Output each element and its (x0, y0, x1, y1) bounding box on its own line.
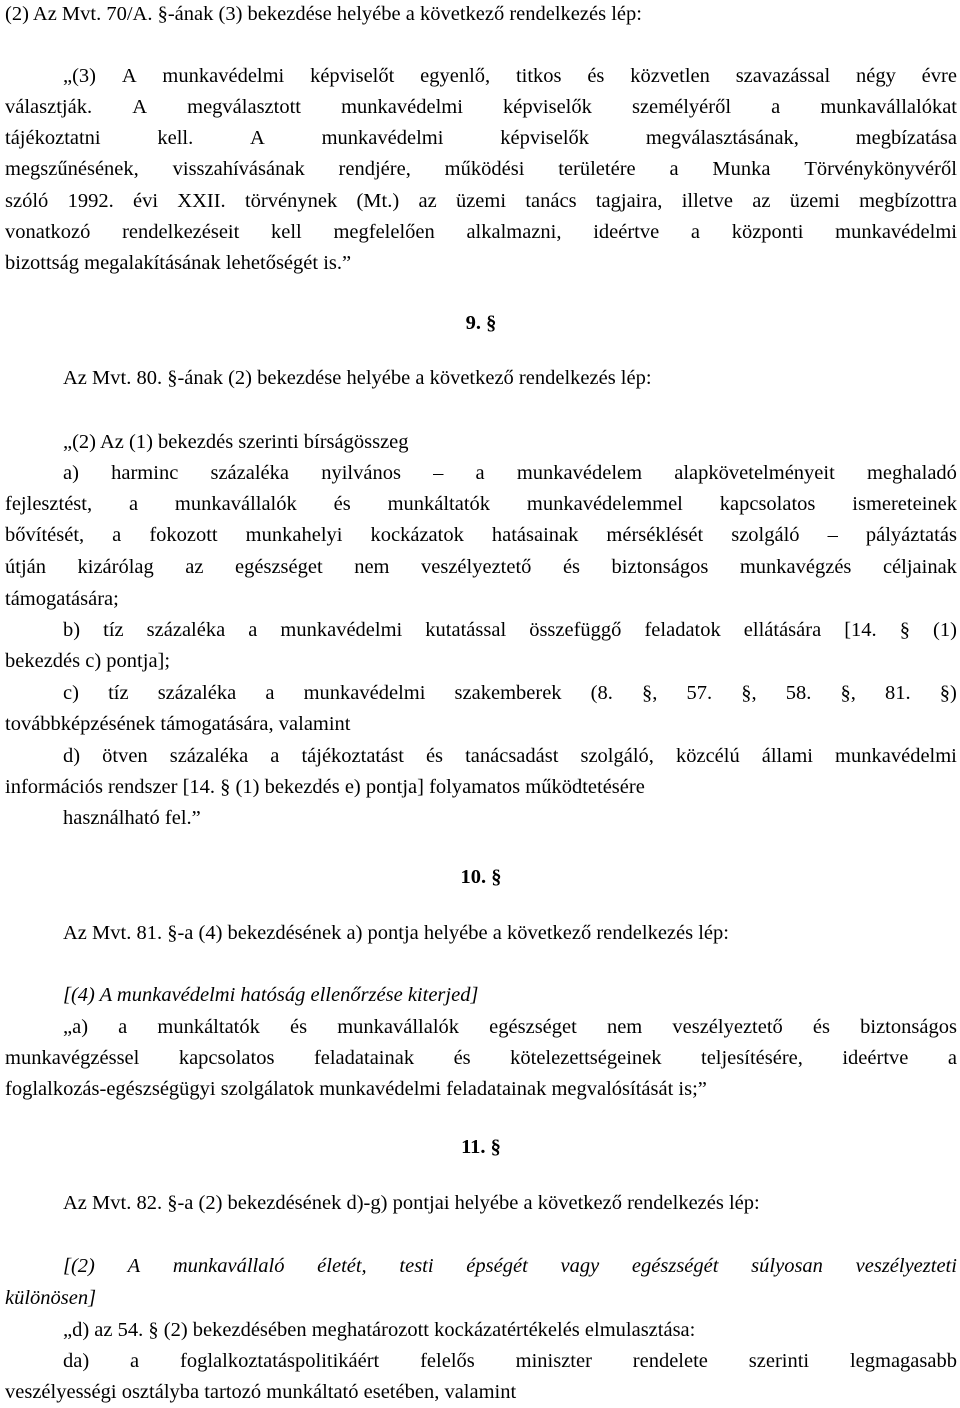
word: hatásainak (491, 524, 579, 546)
word: rendelete (632, 1350, 708, 1372)
word: fokozott (149, 524, 218, 546)
intro-line: (2) Az Mvt. 70/A. §-ának (3) bekezdése helyébe a következő rendelkezés lép: (5, 3, 642, 25)
word: a (248, 619, 258, 641)
word: biztonságos (611, 556, 709, 578)
word: tíz (108, 682, 129, 704)
word: évre (921, 65, 957, 87)
word: feladatok (644, 619, 721, 641)
section-intro: Az Mvt. 81. §-a (4) bekezdésének a) pontja helyébe a következő rendelkezés lép: (63, 922, 729, 944)
word: a (947, 1047, 957, 1069)
word: szolgáló (731, 524, 800, 546)
section-intro: Az Mvt. 80. §-ának (2) bekezdése helyébe a következő rendelkezés lép: (63, 367, 652, 389)
word: 81. (885, 682, 911, 704)
word: felelős (420, 1350, 475, 1372)
word: és (333, 493, 351, 515)
word: illetve (681, 190, 733, 212)
word: megszűnésének, (5, 158, 139, 180)
word: b) (63, 619, 81, 641)
word: 1992. (67, 190, 114, 212)
word: (8. (590, 682, 613, 704)
word: fejlesztést, (5, 493, 93, 515)
word: nyilvános (321, 462, 401, 484)
word: Törvénykönyvéről (804, 158, 957, 180)
word: egészséget (489, 1016, 577, 1038)
section-heading: 10. § (460, 866, 502, 888)
word: és (290, 1016, 308, 1038)
word: teljesítésére, (701, 1047, 803, 1069)
word: alkalmazni, (466, 221, 562, 243)
word: tájékoztatást (301, 745, 404, 767)
word: munkavállalókat (820, 96, 957, 118)
word: megfelelően (333, 221, 435, 243)
word: a) (63, 462, 79, 484)
word: a (669, 158, 679, 180)
word: megválasztásának, (645, 127, 799, 149)
word: megbízottra (859, 190, 957, 212)
item-line: bekezdés c) pontja]; (5, 650, 171, 672)
word: az (418, 190, 437, 212)
item-line: használható fel.” (63, 807, 201, 829)
word: tíz (103, 619, 124, 641)
word: biztonságos (860, 1016, 957, 1038)
word: állami (761, 745, 813, 767)
word: XXII. (177, 190, 226, 212)
context-line: [(4) A munkavédelmi hatóság ellenőrzése kiterjed] (63, 984, 479, 1006)
word: tanácsadást (465, 745, 559, 767)
word: kizárólag (77, 556, 154, 578)
item-line: veszélyességi osztályba tartozó munkáltató esetében, valamint (5, 1381, 517, 1403)
word: mérséklését (606, 524, 704, 546)
item-line (63, 681, 957, 705)
word: a (130, 1350, 140, 1372)
word: megválasztott (187, 96, 301, 118)
word: választják. (5, 96, 93, 118)
context-line (63, 1254, 957, 1278)
word: évi (132, 190, 159, 212)
word: munkavédelemmel (526, 493, 683, 515)
word: §, (642, 682, 658, 704)
word: üzemi (455, 190, 507, 212)
word: – (827, 524, 838, 546)
word: ideértve (593, 221, 660, 243)
word: százaléka (169, 745, 249, 767)
word: tájékoztatni (5, 127, 101, 149)
word: és (562, 556, 581, 578)
word: nem (354, 556, 390, 578)
word: „a) (63, 1016, 89, 1038)
word: Munka (712, 158, 771, 180)
word: törvénynek (244, 190, 338, 212)
word: veszélyeztető (421, 556, 532, 578)
word: 58. (785, 682, 812, 704)
word: munkavédelmi (280, 619, 403, 641)
word: a (690, 221, 701, 243)
word: munkavédelem (516, 462, 643, 484)
word: a (128, 493, 139, 515)
word: szakemberek (454, 682, 562, 704)
word: a (771, 96, 781, 118)
word: ellátására (743, 619, 822, 641)
word: kötelezettségeinek (510, 1047, 662, 1069)
word: képviselők (503, 96, 592, 118)
word: képviselőt (310, 65, 395, 87)
word: pályáztatás (865, 524, 957, 546)
word: rendelkezéseit (122, 221, 240, 243)
paragraph-line (5, 220, 957, 244)
word: életét, (317, 1255, 367, 1277)
word: munkahelyi (245, 524, 343, 546)
paragraph-line (5, 189, 957, 213)
item-line (63, 461, 957, 485)
item-line (5, 523, 957, 547)
word: munkavédelmi (835, 745, 957, 767)
word: közcélú (675, 745, 740, 767)
word: a (118, 1016, 128, 1038)
word: üzemi (789, 190, 840, 212)
word: ötven (102, 745, 148, 767)
word: d) (63, 745, 81, 767)
item-line (5, 1046, 957, 1070)
word: egészséget (235, 556, 323, 578)
word: [14. (844, 619, 877, 641)
word: c) (63, 682, 79, 704)
word: miniszter (515, 1350, 592, 1372)
word: területére (558, 158, 636, 180)
item-line (63, 618, 957, 642)
word: veszélyezteti (855, 1255, 957, 1277)
item-line (5, 492, 957, 516)
word: kapcsolatos (178, 1047, 275, 1069)
word: munkavédelmi (303, 682, 426, 704)
item-line: foglalkozás-egészségügyi szolgálatok munkavédelmi feladatainak megvalósítását is;” (5, 1078, 707, 1100)
word: vonatkozó (5, 221, 91, 243)
item-line (5, 555, 957, 579)
word: alapkövetelményeit (674, 462, 835, 484)
word: kockázatok (370, 524, 464, 546)
word: és (812, 1016, 830, 1038)
word: A (127, 1255, 141, 1277)
item-line: támogatására; (5, 588, 119, 610)
word: szóló (5, 190, 49, 212)
word: százaléka (157, 682, 237, 704)
word: és (587, 65, 605, 87)
word: a (265, 682, 275, 704)
word: „(3) (63, 65, 97, 87)
paragraph-line (63, 64, 957, 88)
section-heading: 9. § (465, 312, 497, 334)
word: négy (855, 65, 896, 87)
word: az (752, 190, 771, 212)
item-line (63, 1015, 957, 1039)
item-line: „d) az 54. § (2) bekezdésében meghatározott kockázatértékelés elmulasztása: (63, 1319, 696, 1341)
word: kell. (157, 127, 194, 149)
word: vagy (560, 1255, 600, 1277)
word: épségét (466, 1255, 528, 1277)
word: [(2) (63, 1255, 95, 1277)
word: A (132, 96, 148, 118)
word: munkáltatók (387, 493, 491, 515)
quote-start: „(2) Az (1) bekezdés szerinti bírságösszeg (63, 431, 409, 453)
word: 57. (686, 682, 713, 704)
item-line (63, 744, 957, 768)
word: feladatainak (313, 1047, 415, 1069)
word: kell (271, 221, 302, 243)
word: szerinti (748, 1350, 810, 1372)
word: kapcsolatos (719, 493, 816, 515)
word: meghaladó (866, 462, 957, 484)
word: közvetlen (630, 65, 710, 87)
word: ideértve (842, 1047, 909, 1069)
word: szavazással (735, 65, 831, 87)
word: egészségét (631, 1255, 719, 1277)
section-heading: 11. § (461, 1136, 501, 1158)
word: A (121, 65, 137, 87)
word: személyéről (631, 96, 732, 118)
word: százaléka (146, 619, 226, 641)
word: útján (5, 556, 46, 578)
paragraph-line (5, 157, 957, 181)
item-line: információs rendszer [14. § (1) bekezdés e) pontja] folyamatos működtetésére (5, 776, 645, 798)
section-intro: Az Mvt. 82. §-a (2) bekezdésének d)-g) pontjai helyébe a következő rendelkezés lép: (63, 1192, 760, 1214)
item-line: továbbképzésének támogatására, valamint (5, 713, 351, 735)
word: a (112, 524, 122, 546)
word: kutatással (425, 619, 507, 641)
word: összefüggő (529, 619, 622, 641)
context-line: különösen] (5, 1287, 97, 1309)
word: bővítését, (5, 524, 85, 546)
word: da) (63, 1350, 90, 1372)
word: céljainak (882, 556, 957, 578)
word: munkavégzés (739, 556, 852, 578)
word: titkos (515, 65, 562, 87)
word: A (250, 127, 265, 149)
word: rendjére, (338, 158, 411, 180)
word: munkavállalók (174, 493, 297, 515)
word: munkavégzéssel (5, 1047, 140, 1069)
word: munkavédelmi (321, 127, 444, 149)
word: munkavállalók (337, 1016, 460, 1038)
word: – (433, 462, 444, 484)
word: §) (939, 682, 957, 704)
word: munkavállaló (172, 1255, 285, 1277)
word: munkavédelmi (835, 221, 957, 243)
word: §, (840, 682, 856, 704)
word: központi (731, 221, 804, 243)
word: súlyosan (751, 1255, 823, 1277)
paragraph-line: bizottság megalakításának lehetőségét is.” (5, 252, 352, 274)
word: (Mt.) (356, 190, 400, 212)
word: foglalkoztatáspolitikáért (180, 1350, 380, 1372)
word: harminc (111, 462, 179, 484)
word: testi (399, 1255, 434, 1277)
word: megbízatása (855, 127, 957, 149)
word: az (185, 556, 204, 578)
word: és (453, 1047, 471, 1069)
word: működési (444, 158, 525, 180)
word: §, (741, 682, 757, 704)
word: ismereteinek (852, 493, 957, 515)
word: veszélyeztető (672, 1016, 783, 1038)
word: és (425, 745, 444, 767)
word: a (270, 745, 280, 767)
word: legmagasabb (849, 1350, 957, 1372)
paragraph-line (5, 95, 957, 119)
word: a (475, 462, 485, 484)
item-line (63, 1349, 957, 1373)
word: tanács (525, 190, 577, 212)
word: egyenlő, (420, 65, 491, 87)
word: visszahívásának (172, 158, 305, 180)
word: tagjaira, (595, 190, 663, 212)
word: százaléka (210, 462, 290, 484)
paragraph-line (5, 126, 957, 150)
word: munkáltatók (157, 1016, 260, 1038)
word: (1) (933, 619, 957, 641)
word: § (899, 619, 910, 641)
word: képviselők (500, 127, 590, 149)
word: szolgáló, (580, 745, 654, 767)
word: munkavédelmi (341, 96, 463, 118)
word: nem (606, 1016, 643, 1038)
word: munkavédelmi (162, 65, 285, 87)
